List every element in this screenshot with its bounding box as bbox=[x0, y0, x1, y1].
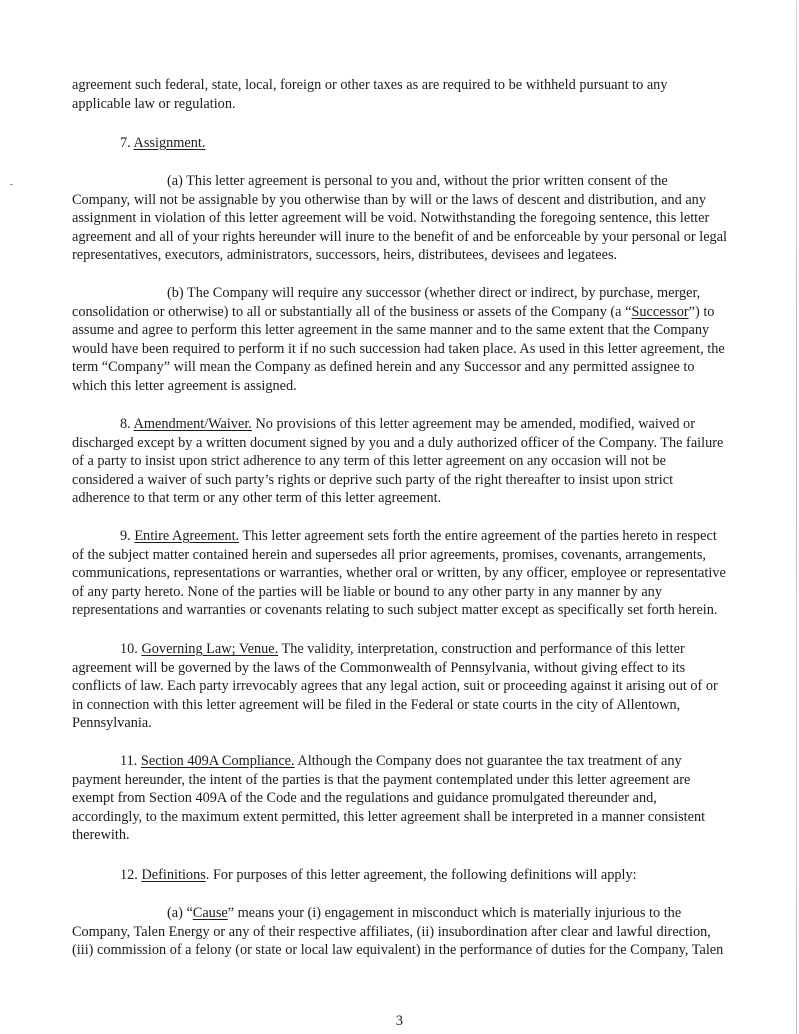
defined-term-cause: Cause bbox=[192, 905, 228, 921]
text-fragment: consolidation or otherwise) to all or substantially all of the business or assets of the Company (a “ bbox=[72, 303, 632, 320]
text-line: which this letter agreement is assigned. bbox=[72, 377, 297, 394]
text-fragment: This letter agreement sets forth the entire agreement of the parties hereto in respect bbox=[239, 528, 717, 544]
section-number: 8. bbox=[120, 416, 131, 432]
section-7a-paragraph bbox=[72, 172, 742, 265]
section-11-paragraph bbox=[72, 752, 742, 845]
section-title: Definitions bbox=[141, 867, 206, 883]
text-line: of the subject matter contained herein and supersedes all prior agreements, promises, covenants, arrangements, bbox=[72, 546, 706, 563]
section-number: 7. bbox=[120, 135, 131, 151]
text-line: accordingly, to the maximum extent permitted, this letter agreement shall be interpreted in a manner consistent bbox=[72, 808, 706, 825]
text-line: of a party to insist upon strict adherence to any term of this letter agreement on any occasion will not be bbox=[72, 453, 666, 470]
text-line: considered a waiver of such party’s rights or deprive such party of the right thereafter to insist upon strict bbox=[72, 471, 674, 488]
text-line bbox=[72, 527, 742, 546]
section-title: Section 409A Compliance. bbox=[140, 753, 295, 769]
text-line bbox=[72, 866, 742, 885]
text-fragment: Although the Company does not guarantee the tax treatment of any bbox=[294, 753, 682, 769]
text-line: payment hereunder, the intent of the parties is that the payment contemplated under this letter agreement are bbox=[72, 771, 691, 788]
section-8-paragraph bbox=[72, 415, 742, 508]
section-title: Amendment/Waiver. bbox=[133, 416, 252, 432]
text-line: Pennsylvania. bbox=[72, 715, 152, 732]
text-line: Company, Talen Energy or any of their respective affiliates, (ii) insubordination after clear and lawful direction, bbox=[72, 923, 711, 940]
section-title: Entire Agreement. bbox=[134, 528, 240, 544]
text-line: conflicts of law. Each party irrevocably agrees that any legal action, suit or proceeding against it arising out of or bbox=[72, 678, 718, 695]
section-title: Assignment. bbox=[133, 135, 206, 151]
text-line: representatives, executors, administrators, successors, heirs, distributees, devisees and legatees. bbox=[72, 247, 618, 264]
text-line: would have been required to perform it if no such succession had taken place. As used in this letter agreement, the bbox=[72, 340, 725, 357]
text-line: assignment in violation of this letter agreement will be void. Notwithstanding the foregoing sentence, this letter bbox=[72, 210, 710, 227]
section-number: 12. bbox=[120, 867, 138, 883]
text-line: (b) The Company will require any successor (whether direct or indirect, by purchase, merger, bbox=[167, 285, 701, 301]
section-7b-paragraph bbox=[72, 284, 742, 396]
text-line: agreement will be governed by the laws of the Commonwealth of Pennsylvania, without giving effect to its bbox=[72, 659, 686, 676]
text-line: communications, representations or warranties, whether oral or written, by any officer, employee or representative bbox=[72, 565, 726, 582]
text-line: Company, will not be assignable by you otherwise than by will or the laws of descent and distribution, and any bbox=[72, 191, 706, 208]
text-line: exempt from Section 409A of the Code and the regulations and guidance promulgated thereunder and, bbox=[72, 790, 657, 807]
text-line: assume and agree to perform this letter agreement in the same manner and to the same extent that the Company bbox=[72, 322, 710, 339]
text-fragment: No provisions of this letter agreement may be amended, modified, waived or bbox=[251, 416, 695, 432]
section-7-heading bbox=[120, 134, 790, 153]
text-line: applicable law or regulation. bbox=[72, 95, 236, 112]
section-10-paragraph bbox=[72, 640, 742, 733]
text-line: discharged except by a written document signed by you and a duly authorized officer of the Company. The failure bbox=[72, 434, 724, 451]
text-line: representations and warranties or covenants relating to such subject matter except as specifically set forth herein. bbox=[72, 602, 718, 619]
section-number: 10. bbox=[120, 641, 138, 657]
text-line: agreement such federal, state, local, foreign or other taxes as are required to be withheld pursuant to any bbox=[72, 77, 668, 93]
text-fragment: The validity, interpretation, construction and performance of this letter bbox=[278, 641, 685, 657]
text-line: in connection with this letter agreement will be filed in the Federal or state courts in the city of Allentown, bbox=[72, 696, 681, 713]
page-number: 3 bbox=[395, 1013, 404, 1029]
text-fragment: ”) to bbox=[688, 303, 715, 320]
defined-term-successor: Successor bbox=[631, 303, 689, 320]
text-line bbox=[72, 303, 742, 322]
scan-edge-line bbox=[796, 0, 797, 1034]
text-line: term “Company” will mean the Company as defined herein and any Successor and any permitted assignee to bbox=[72, 359, 695, 376]
text-line bbox=[72, 752, 742, 771]
text-line bbox=[72, 415, 742, 434]
text-fragment: ” means your (i) engagement in misconduct which is materially injurious to the bbox=[227, 905, 682, 921]
text-line bbox=[72, 640, 742, 659]
text-line: (a) This letter agreement is personal to you and, without the prior written consent of the bbox=[167, 173, 668, 189]
section-title: Governing Law; Venue. bbox=[141, 641, 279, 657]
text-line bbox=[72, 904, 742, 923]
text-line: agreement and all of your rights hereunder will inure to the benefit of and be enforceable by your personal or legal bbox=[72, 228, 728, 245]
text-line: (iii) commission of a felony (or state or local law equivalent) in the performance of duties for the Company, Talen bbox=[72, 942, 724, 959]
text-line: adherence to that term or any other term of this letter agreement. bbox=[72, 490, 442, 507]
scan-speck bbox=[10, 184, 13, 185]
text-line: therewith. bbox=[72, 827, 130, 844]
section-12-paragraph bbox=[72, 866, 742, 885]
text-fragment: . For purposes of this letter agreement, the following definitions will apply: bbox=[205, 867, 637, 883]
text-line: of any party hereto. None of the parties will be liable or bound to any other party in any manner by any bbox=[72, 583, 662, 600]
section-number: 11. bbox=[120, 753, 138, 769]
section-9-paragraph bbox=[72, 527, 742, 620]
section-12a-paragraph bbox=[72, 904, 742, 960]
section-number: 9. bbox=[120, 528, 131, 544]
text-fragment: (a) “ bbox=[167, 905, 193, 921]
intro-paragraph bbox=[72, 76, 742, 113]
